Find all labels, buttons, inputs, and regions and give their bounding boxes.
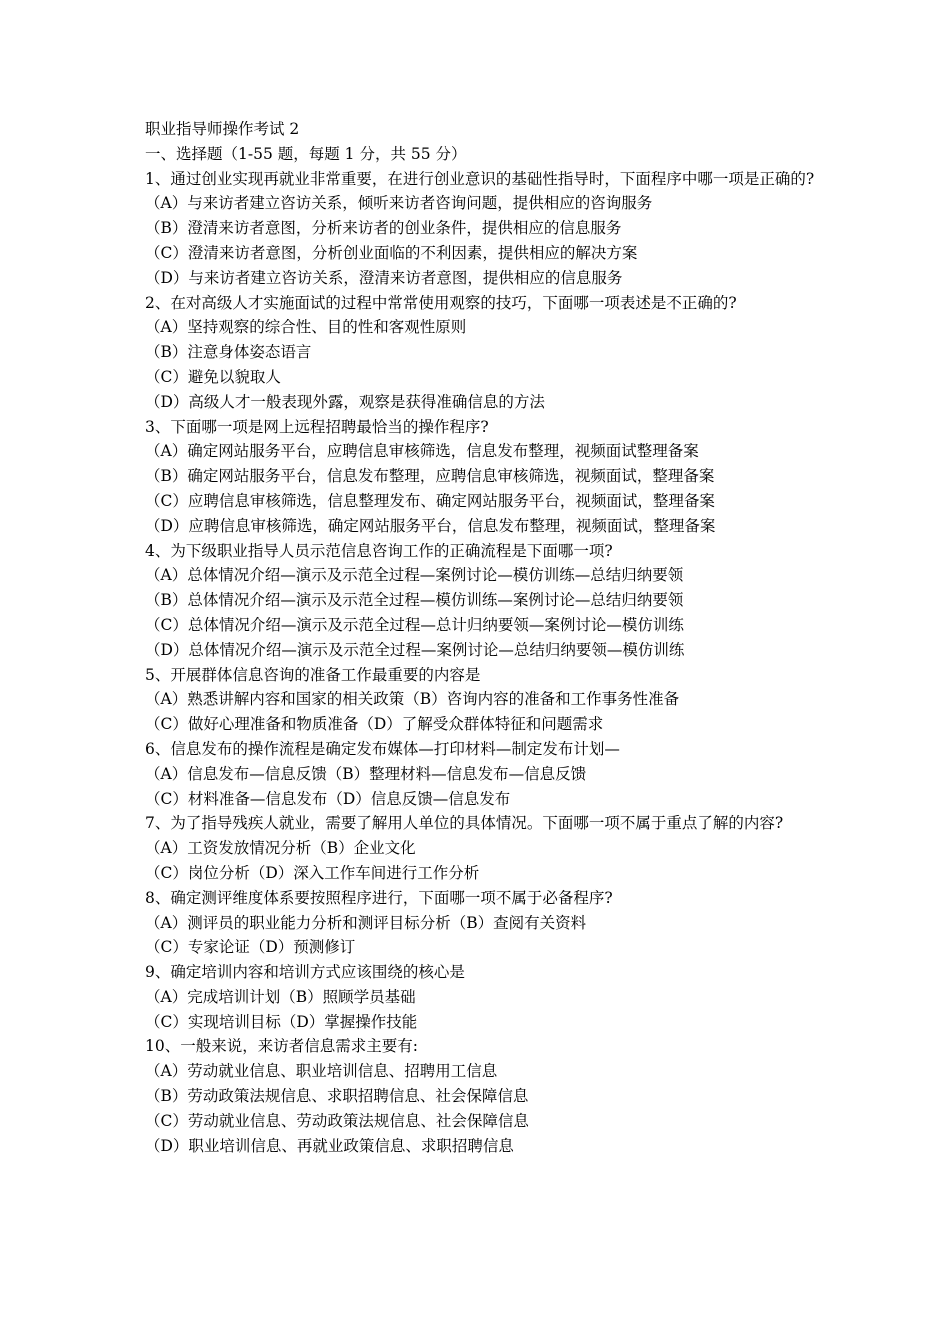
question-1-option-d: （D）与来访者建立咨访关系，澄清来访者意图，提供相应的信息服务 — [145, 268, 623, 287]
question-9-options-cd: （C）实现培训目标（D）掌握操作技能 — [145, 1012, 418, 1031]
question-5-options-ab: （A）熟悉讲解内容和国家的相关政策（B）咨询内容的准备和工作事务性准备 — [145, 690, 680, 709]
question-3-option-c: （C）应聘信息审核筛选，信息整理发布、确定网站服务平台，视频面试，整理备案 — [145, 491, 715, 510]
question-10-option-a: （A）劳动就业信息、职业培训信息、招聘用工信息 — [145, 1062, 498, 1081]
question-4-option-b: （B）总体情况介绍—演示及示范全过程—模仿训练—案例讨论—总结归纳要领 — [145, 591, 684, 610]
question-9: 9、确定培训内容和培训方式应该围绕的核心是 — [145, 963, 465, 982]
question-2-option-a: （A）坚持观察的综合性、目的性和客观性原则 — [145, 318, 467, 337]
question-2-option-d: （D）高级人才一般表现外露，观察是获得准确信息的方法 — [145, 392, 545, 411]
document-body — [145, 117, 815, 1158]
question-7-options-cd: （C）岗位分析（D）深入工作车间进行工作分析 — [145, 863, 480, 882]
question-6-options-ab: （A）信息发布—信息反馈（B）整理材料—信息发布—信息反馈 — [145, 764, 587, 783]
section-heading: 一、选择题（1-55 题，每题 1 分，共 55 分） — [145, 144, 467, 163]
question-4: 4、为下级职业指导人员示范信息咨询工作的正确流程是下面哪一项? — [145, 541, 613, 560]
question-10: 10、一般来说，来访者信息需求主要有: — [145, 1037, 418, 1056]
question-6-options-cd: （C）材料准备—信息发布（D）信息反馈—信息发布 — [145, 789, 511, 808]
question-4-option-c: （C）总体情况介绍—演示及示范全过程—总计归纳要领—案例讨论—模仿训练 — [145, 615, 684, 634]
question-1-option-b: （B）澄清来访者意图，分析来访者的创业条件，提供相应的信息服务 — [145, 219, 622, 238]
question-3-option-a: （A）确定网站服务平台，应聘信息审核筛选，信息发布整理，视频面试整理备案 — [145, 442, 699, 461]
question-6: 6、信息发布的操作流程是确定发布媒体—打印材料—制定发布计划— — [145, 739, 620, 758]
question-8-options-cd: （C）专家论证（D）预测修订 — [145, 938, 356, 957]
question-5: 5、开展群体信息咨询的准备工作最重要的内容是 — [145, 665, 481, 684]
question-1-option-a: （A）与来访者建立咨访关系，倾听来访者咨询问题，提供相应的咨询服务 — [145, 194, 653, 213]
question-9-options-ab: （A）完成培训计划（B）照顾学员基础 — [145, 987, 416, 1006]
question-2-option-c: （C）避免以貌取人 — [145, 367, 281, 386]
question-10-option-b: （B）劳动政策法规信息、求职招聘信息、社会保障信息 — [145, 1087, 529, 1106]
question-2-option-b: （B）注意身体姿态语言 — [145, 343, 312, 362]
question-10-option-c: （C）劳动就业信息、劳动政策法规信息、社会保障信息 — [145, 1111, 529, 1130]
question-8-options-ab: （A）测评员的职业能力分析和测评目标分析（B）查阅有关资料 — [145, 913, 587, 932]
question-10-option-d: （D）职业培训信息、再就业政策信息、求职招聘信息 — [145, 1136, 514, 1155]
question-4-option-d: （D）总体情况介绍—演示及示范全过程—案例讨论—总结归纳要领—模仿训练 — [145, 640, 685, 659]
question-4-option-a: （A）总体情况介绍—演示及示范全过程—案例讨论—模仿训练—总结归纳要领 — [145, 566, 684, 585]
question-2: 2、在对高级人才实施面试的过程中常常使用观察的技巧，下面哪一项表述是不正确的? — [145, 293, 737, 312]
question-7-options-ab: （A）工资发放情况分析（B）企业文化 — [145, 839, 416, 858]
question-8: 8、确定测评维度体系要按照程序进行，下面哪一项不属于必备程序? — [145, 888, 613, 907]
question-3: 3、下面哪一项是网上远程招聘最恰当的操作程序? — [145, 417, 489, 436]
question-5-options-cd: （C）做好心理准备和物质准备（D）了解受众群体特征和问题需求 — [145, 715, 604, 734]
question-1-option-c: （C）澄清来访者意图，分析创业面临的不利因素，提供相应的解决方案 — [145, 243, 638, 262]
question-7: 7、为了指导残疾人就业，需要了解用人单位的具体情况。下面哪一项不属于重点了解的内容? — [145, 814, 784, 833]
document-title: 职业指导师操作考试 2 — [145, 120, 300, 138]
question-1: 1、通过创业实现再就业非常重要，在进行创业意识的基础性指导时，下面程序中哪一项是正确的? — [145, 169, 815, 188]
question-3-option-d: （D）应聘信息审核筛选，确定网站服务平台，信息发布整理，视频面试，整理备案 — [145, 516, 716, 535]
question-3-option-b: （B）确定网站服务平台，信息发布整理，应聘信息审核筛选，视频面试，整理备案 — [145, 467, 715, 486]
